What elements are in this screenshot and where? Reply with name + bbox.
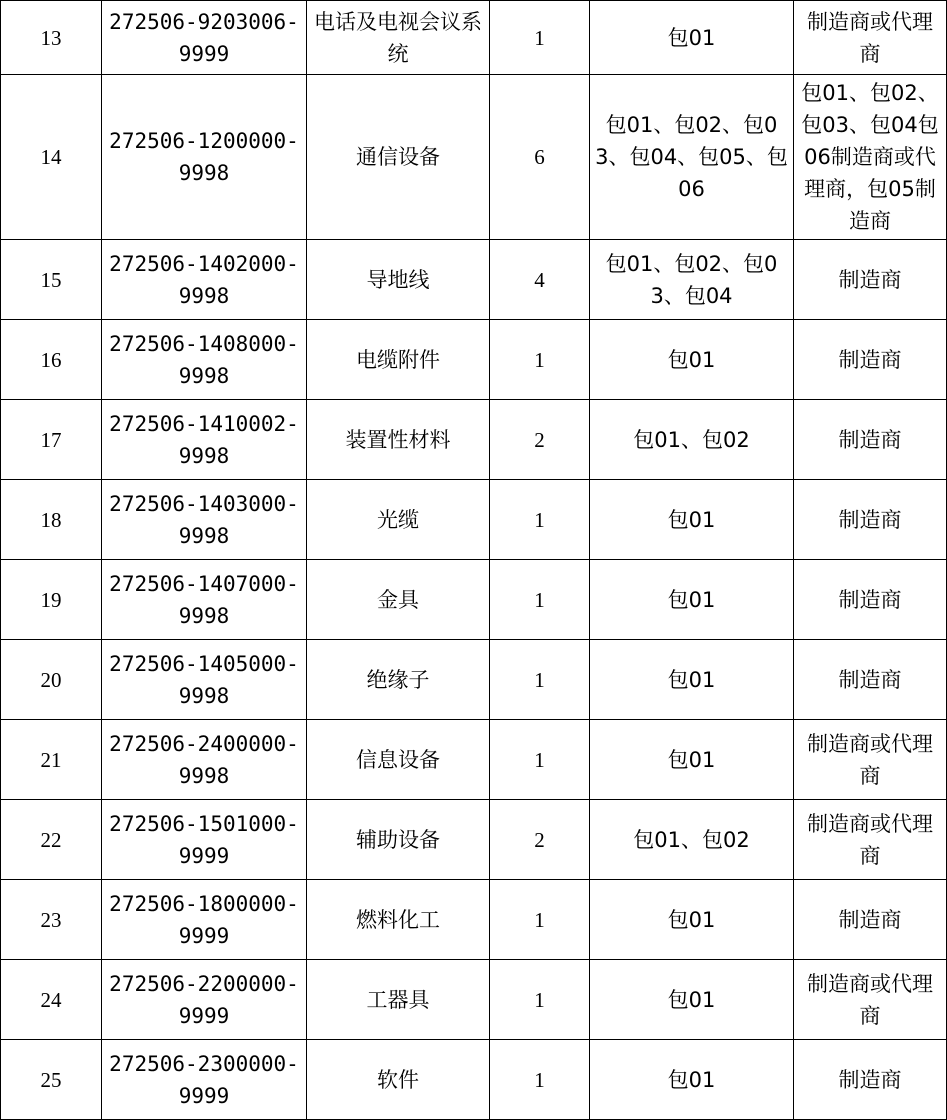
item-code-line: 9999 [178, 41, 230, 66]
row-number-cell: 13 [1, 1, 102, 75]
item-code-cell [102, 240, 307, 320]
table-row [1, 240, 947, 320]
row-number-cell: 16 [1, 320, 102, 400]
package-list-cell: 包01 [590, 720, 794, 800]
table-row [1, 640, 947, 720]
table-row [1, 720, 947, 800]
package-count-cell: 1 [490, 720, 590, 800]
package-list-cell: 包01 [590, 1, 794, 75]
item-code-line: 9999 [178, 843, 230, 868]
item-code-line: 272506-1402000- [109, 251, 299, 276]
row-number-cell: 15 [1, 240, 102, 320]
item-code-line: 272506-1403000- [109, 491, 299, 516]
item-code-cell [102, 560, 307, 640]
item-code-line: 272506-9203006- [109, 9, 299, 34]
row-number-cell: 21 [1, 720, 102, 800]
item-code-cell [102, 800, 307, 880]
item-code-line: 9998 [178, 683, 230, 708]
row-number-cell: 14 [1, 75, 102, 240]
table-row [1, 1040, 947, 1120]
qualification-cell: 制造商或代理商 [794, 960, 947, 1040]
package-list-cell: 包01、包02、包03、包04、包05、包06 [590, 75, 794, 240]
item-name-cell: 金具 [307, 560, 490, 640]
package-count-cell: 1 [490, 1040, 590, 1120]
table-row [1, 1, 947, 75]
row-number-cell: 23 [1, 880, 102, 960]
qualification-cell: 制造商 [794, 560, 947, 640]
package-count-cell: 1 [490, 480, 590, 560]
qualification-cell: 包01、包02、包03、包04包06制造商或代理商，包05制造商 [794, 75, 947, 240]
item-name-cell: 燃料化工 [307, 880, 490, 960]
qualification-cell: 制造商 [794, 320, 947, 400]
item-code-line: 9998 [178, 443, 230, 468]
row-number-cell: 19 [1, 560, 102, 640]
item-code-cell [102, 880, 307, 960]
item-code-cell [102, 400, 307, 480]
qualification-cell: 制造商 [794, 880, 947, 960]
item-name-cell: 电话及电视会议系统 [307, 1, 490, 75]
package-list-cell: 包01 [590, 560, 794, 640]
item-name-cell: 软件 [307, 1040, 490, 1120]
item-name-cell: 导地线 [307, 240, 490, 320]
row-number-cell: 18 [1, 480, 102, 560]
qualification-cell: 制造商 [794, 640, 947, 720]
table-row [1, 800, 947, 880]
package-list-cell: 包01 [590, 1040, 794, 1120]
table-row [1, 880, 947, 960]
package-count-cell: 1 [490, 1, 590, 75]
qualification-cell: 制造商 [794, 1040, 947, 1120]
package-count-cell: 1 [490, 640, 590, 720]
item-code-line: 9999 [178, 923, 230, 948]
package-list-cell: 包01、包02 [590, 400, 794, 480]
table-row [1, 960, 947, 1040]
item-code-line: 272506-2200000- [109, 971, 299, 996]
item-name-cell: 信息设备 [307, 720, 490, 800]
item-name-cell: 绝缘子 [307, 640, 490, 720]
package-count-cell: 2 [490, 400, 590, 480]
item-code-line: 9998 [178, 283, 230, 308]
item-code-line: 9998 [178, 603, 230, 628]
item-code-line: 272506-1410002- [109, 411, 299, 436]
item-name-cell: 工器具 [307, 960, 490, 1040]
row-number-cell: 20 [1, 640, 102, 720]
item-code-cell [102, 320, 307, 400]
item-code-line: 272506-1407000- [109, 571, 299, 596]
package-list-cell: 包01、包02、包03、包04 [590, 240, 794, 320]
item-code-line: 272506-2300000- [109, 1051, 299, 1076]
item-code-line: 272506-1408000- [109, 331, 299, 356]
item-code-cell [102, 1, 307, 75]
package-count-cell: 4 [490, 240, 590, 320]
item-code-cell [102, 480, 307, 560]
table-row [1, 320, 947, 400]
item-code-line: 272506-1200000- [109, 129, 299, 153]
item-name-cell: 光缆 [307, 480, 490, 560]
qualification-cell: 制造商 [794, 400, 947, 480]
item-code-line: 9999 [178, 1003, 230, 1028]
item-name-cell: 装置性材料 [307, 400, 490, 480]
package-list-cell: 包01 [590, 640, 794, 720]
item-name-cell: 通信设备 [307, 75, 490, 240]
item-name-cell: 电缆附件 [307, 320, 490, 400]
item-code-line: 272506-1800000- [109, 891, 299, 916]
item-code-cell [102, 640, 307, 720]
package-list-cell: 包01 [590, 880, 794, 960]
package-count-cell: 1 [490, 560, 590, 640]
package-count-cell: 2 [490, 800, 590, 880]
item-code-cell [102, 720, 307, 800]
item-code-line: 9998 [178, 523, 230, 548]
table-body [1, 1, 947, 1120]
table-row [1, 400, 947, 480]
row-number-cell: 17 [1, 400, 102, 480]
qualification-cell: 制造商或代理商 [794, 720, 947, 800]
item-code-line: 272506-1405000- [109, 651, 299, 676]
table-row [1, 75, 947, 240]
row-number-cell: 25 [1, 1040, 102, 1120]
item-code-line: 272506-2400000- [109, 731, 299, 756]
qualification-cell: 制造商 [794, 480, 947, 560]
qualification-cell: 制造商 [794, 240, 947, 320]
item-code-line: 9998 [178, 763, 230, 788]
qualification-cell: 制造商或代理商 [794, 1, 947, 75]
table-row [1, 480, 947, 560]
item-code-line: 9998 [178, 161, 230, 185]
item-code-cell [102, 960, 307, 1040]
qualification-cell: 制造商或代理商 [794, 800, 947, 880]
row-number-cell: 22 [1, 800, 102, 880]
package-count-cell: 1 [490, 320, 590, 400]
package-count-cell: 1 [490, 960, 590, 1040]
package-list-cell: 包01 [590, 480, 794, 560]
package-count-cell: 1 [490, 880, 590, 960]
item-code-cell [102, 1040, 307, 1120]
item-name-cell: 辅助设备 [307, 800, 490, 880]
item-code-cell [102, 75, 307, 240]
package-list-cell: 包01 [590, 960, 794, 1040]
item-code-line: 272506-1501000- [109, 811, 299, 836]
row-number-cell: 24 [1, 960, 102, 1040]
package-list-cell: 包01 [590, 320, 794, 400]
package-list-cell: 包01、包02 [590, 800, 794, 880]
item-code-line: 9998 [178, 363, 230, 388]
table-row [1, 560, 947, 640]
package-count-cell: 6 [490, 75, 590, 240]
item-code-line: 9999 [178, 1083, 230, 1108]
